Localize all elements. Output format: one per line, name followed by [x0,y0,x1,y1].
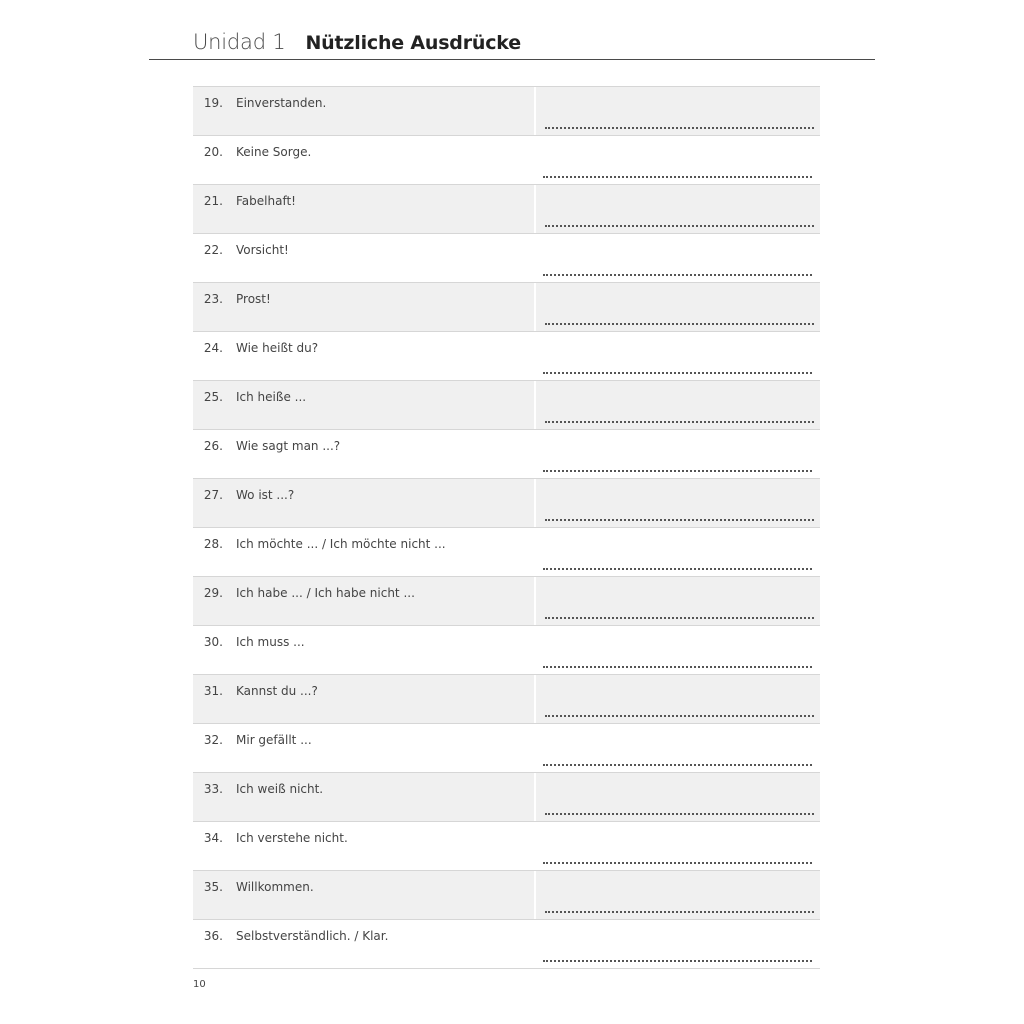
dotted-writing-line [545,225,814,227]
translation-answer-field[interactable] [534,283,822,331]
item-number: 31. [203,684,223,698]
dotted-writing-line [543,274,812,276]
dotted-writing-line [545,617,814,619]
dotted-writing-line [545,323,814,325]
translation-answer-field[interactable] [534,430,820,478]
item-number: 27. [203,488,223,502]
dotted-writing-line [543,470,812,472]
item-number: 33. [203,782,223,796]
translation-answer-field[interactable] [534,773,822,821]
phrase-row [193,332,820,381]
german-phrase: Keine Sorge. [236,145,312,159]
german-phrase: Prost! [236,292,271,306]
german-phrase: Wie sagt man ...? [236,439,341,453]
german-phrase: Ich muss ... [236,635,305,649]
item-number: 26. [203,439,223,453]
phrase-row [193,773,820,822]
phrase-table [193,86,820,969]
dotted-writing-line [545,911,814,913]
phrase-row [193,136,820,185]
german-phrase: Fabelhaft! [236,194,296,208]
dotted-writing-line [545,519,814,521]
item-number: 23. [203,292,223,306]
unit-label: Unidad 1 [193,30,286,54]
german-phrase: Selbstverständlich. / Klar. [236,929,389,943]
german-phrase: Willkommen. [236,880,314,894]
section-title: Nützliche Ausdrücke [305,32,521,54]
translation-answer-field[interactable] [534,234,820,282]
translation-answer-field[interactable] [534,626,820,674]
german-phrase: Einverstanden. [236,96,327,110]
dotted-writing-line [543,960,812,962]
page-number: 10 [193,979,206,990]
page-header [193,30,521,60]
german-phrase: Mir gefällt ... [236,733,312,747]
translation-answer-field[interactable] [534,87,822,135]
german-phrase: Wo ist ...? [236,488,295,502]
german-phrase: Vorsicht! [236,243,289,257]
german-phrase: Wie heißt du? [236,341,319,355]
translation-answer-field[interactable] [534,724,820,772]
phrase-row [193,822,820,871]
german-phrase: Ich weiß nicht. [236,782,324,796]
german-phrase: Ich verstehe nicht. [236,831,348,845]
dotted-writing-line [543,764,812,766]
dotted-writing-line [545,813,814,815]
translation-answer-field[interactable] [534,528,820,576]
translation-answer-field[interactable] [534,822,820,870]
translation-answer-field[interactable] [534,675,822,723]
item-number: 28. [203,537,223,551]
dotted-writing-line [545,127,814,129]
dotted-writing-line [545,421,814,423]
german-phrase: Ich möchte ... / Ich möchte nicht ... [236,537,446,551]
item-number: 19. [203,96,223,110]
phrase-row [193,185,820,234]
phrase-row [193,87,820,136]
phrase-row [193,724,820,773]
phrase-row [193,871,820,920]
item-number: 20. [203,145,223,159]
translation-answer-field[interactable] [534,920,820,968]
item-number: 22. [203,243,223,257]
item-number: 24. [203,341,223,355]
item-number: 34. [203,831,223,845]
translation-answer-field[interactable] [534,332,820,380]
item-number: 36. [203,929,223,943]
item-number: 25. [203,390,223,404]
phrase-row [193,283,820,332]
phrase-row [193,626,820,675]
german-phrase: Ich habe ... / Ich habe nicht ... [236,586,415,600]
translation-answer-field[interactable] [534,381,822,429]
item-number: 32. [203,733,223,747]
phrase-row [193,479,820,528]
translation-answer-field[interactable] [534,185,822,233]
phrase-row [193,234,820,283]
german-phrase: Kannst du ...? [236,684,318,698]
dotted-writing-line [543,666,812,668]
translation-answer-field[interactable] [534,479,822,527]
dotted-writing-line [543,862,812,864]
phrase-row [193,430,820,479]
phrase-row [193,528,820,577]
phrase-row [193,381,820,430]
item-number: 30. [203,635,223,649]
translation-answer-field[interactable] [534,136,820,184]
translation-answer-field[interactable] [534,577,822,625]
phrase-row [193,675,820,724]
header-rule [149,59,875,60]
dotted-writing-line [543,568,812,570]
item-number: 21. [203,194,223,208]
dotted-writing-line [545,715,814,717]
german-phrase: Ich heiße ... [236,390,307,404]
item-number: 35. [203,880,223,894]
translation-answer-field[interactable] [534,871,822,919]
item-number: 29. [203,586,223,600]
phrase-row [193,920,820,969]
dotted-writing-line [543,372,812,374]
dotted-writing-line [543,176,812,178]
phrase-row [193,577,820,626]
